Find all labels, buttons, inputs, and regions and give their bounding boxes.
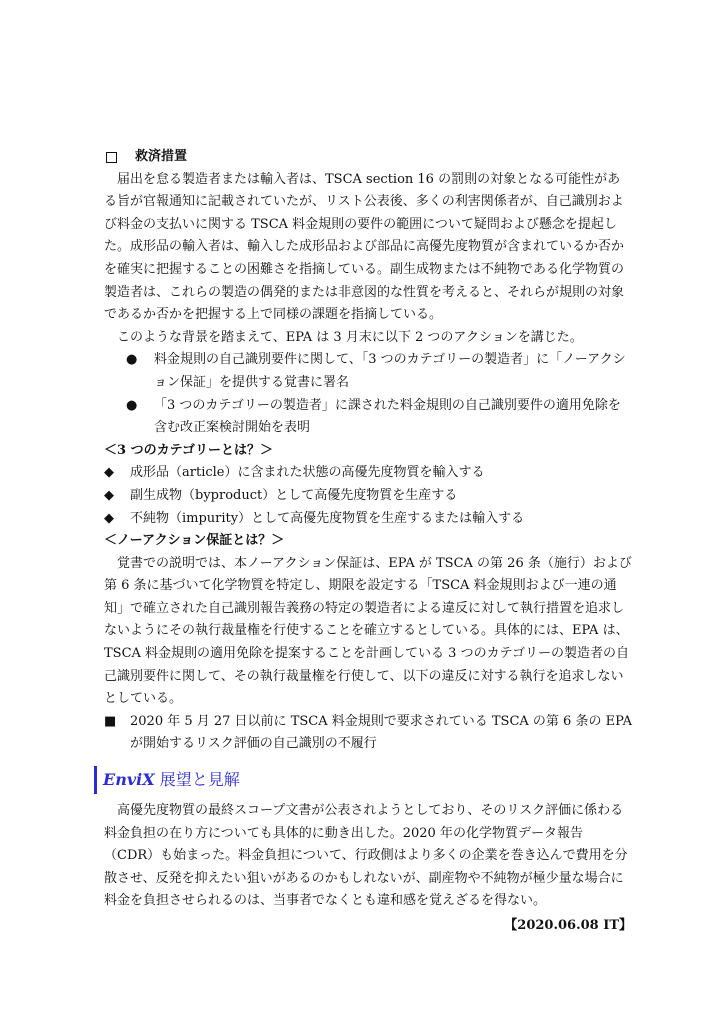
bullet-icon: ● [126,352,138,368]
paragraph: このような背景を踏まえて、EPA は 3 月末に以下 2 つのアクションを講じた。 [117,329,583,345]
date-stamp: 【2020.06.08 IT】 [504,918,632,933]
category-list [104,462,632,530]
list-item: ■ 2020 年 5 月 27 日以前に TSCA 料金規則で要求されている TSCA の第 6 条の EPA が開始するリスク評価の自己識別の不履行 [104,711,632,756]
paragraph: 高優先度物質の最終スコープ文書が公表されようとしており、そのリスク評価に係わる料金負担の在り方についても具体的に動き出した。2020 年の化学物質データ報告（CDR）も始まった。料金負担について、行政側はより多くの企業を巻き込んで費用を分散させ、反発を抑えたい狙いがあるのかもしれないが、副産物や不純物が極少量な場合に料金を負担させられるのは、当事者でなくとも違和感を覚えざるを得ない。 [104,803,628,909]
diamond-icon: ◆ [104,510,114,526]
violation-list [104,711,632,756]
action-list [104,349,632,439]
envix-heading [94,766,632,794]
subheading-noaction: ＜ノーアクション保証とは？＞ [104,533,285,549]
list-item: ◆ 不純物（impurity）として高優先度物質を生産するまたは輸入する [104,508,632,531]
paragraph: 覚書での説明では、本ノーアクション保証は、EPA が TSCA の第 26 条（施行）および第 6 条に基づいて化学物質を特定し、期限を設定する「TSCA 料金規則および一連の通知」で確立された自己識別報告義務の特定の製造者による違反に対して執行措置を追求しないようにその執行裁量権を行使することを確立するとしている。具体的には、EPA は、TSCA 料金規則の適用免除を提案することを計画している 3 つのカテゴリーの製造者の自己識別要件に関して、その執行裁量権を行使して、以下の違反に対する執行を追求しないとしている。 [104,555,632,707]
section-heading-label: 救済措置 [135,149,188,164]
list-item: ● 料金規則の自己識別要件に関して、「3 つのカテゴリーの製造者」に「ノーアクション保証」を提供する覚書に署名 [104,349,632,394]
subheading-categories: ＜3 つのカテゴリーとは？＞ [104,442,274,458]
paragraph: 届出を怠る製造者または輸入者は、TSCA section 16 の罰則の対象となる可能性がある旨が官報通知に記載されていたが、リスト公表後、多くの利害関係者が、自己識別および料金の支払いに関する TSCA 料金規則の要件の範囲について疑問および懸念を提起した。成形品の輸入者は、輸入した成形品および部品に高優先度物質が含まれているか否かを確実に把握することの困難さを指摘している。副生成物または不純物である化学物質の製造者は、これらの製造の偶発的または非意図的な性質を考えると、それらが規則の対象であるか否かを把握する上で同様の課題を指摘している。 [104,171,625,323]
bullet-icon: ● [126,397,138,413]
envix-title: 展望と見解 [154,770,240,790]
diamond-icon: ◆ [104,465,114,481]
checkbox-icon [106,152,117,163]
list-item: ◆ 成形品（article）に含まれた状態の高優先度物質を輸入する [104,462,632,485]
square-bullet-icon: ■ [104,713,117,729]
diamond-icon: ◆ [104,487,114,503]
document-body [104,146,632,938]
list-item: ◆ 副生成物（byproduct）として高優先度物質を生産する [104,485,632,508]
section-heading-remedy [104,146,632,169]
envix-brand: EnviX [103,770,155,790]
list-item: ● 「3 つのカテゴリーの製造者」に課された料金規則の自己識別要件の適用免除を含む改正案検討開始を表明 [104,395,632,440]
